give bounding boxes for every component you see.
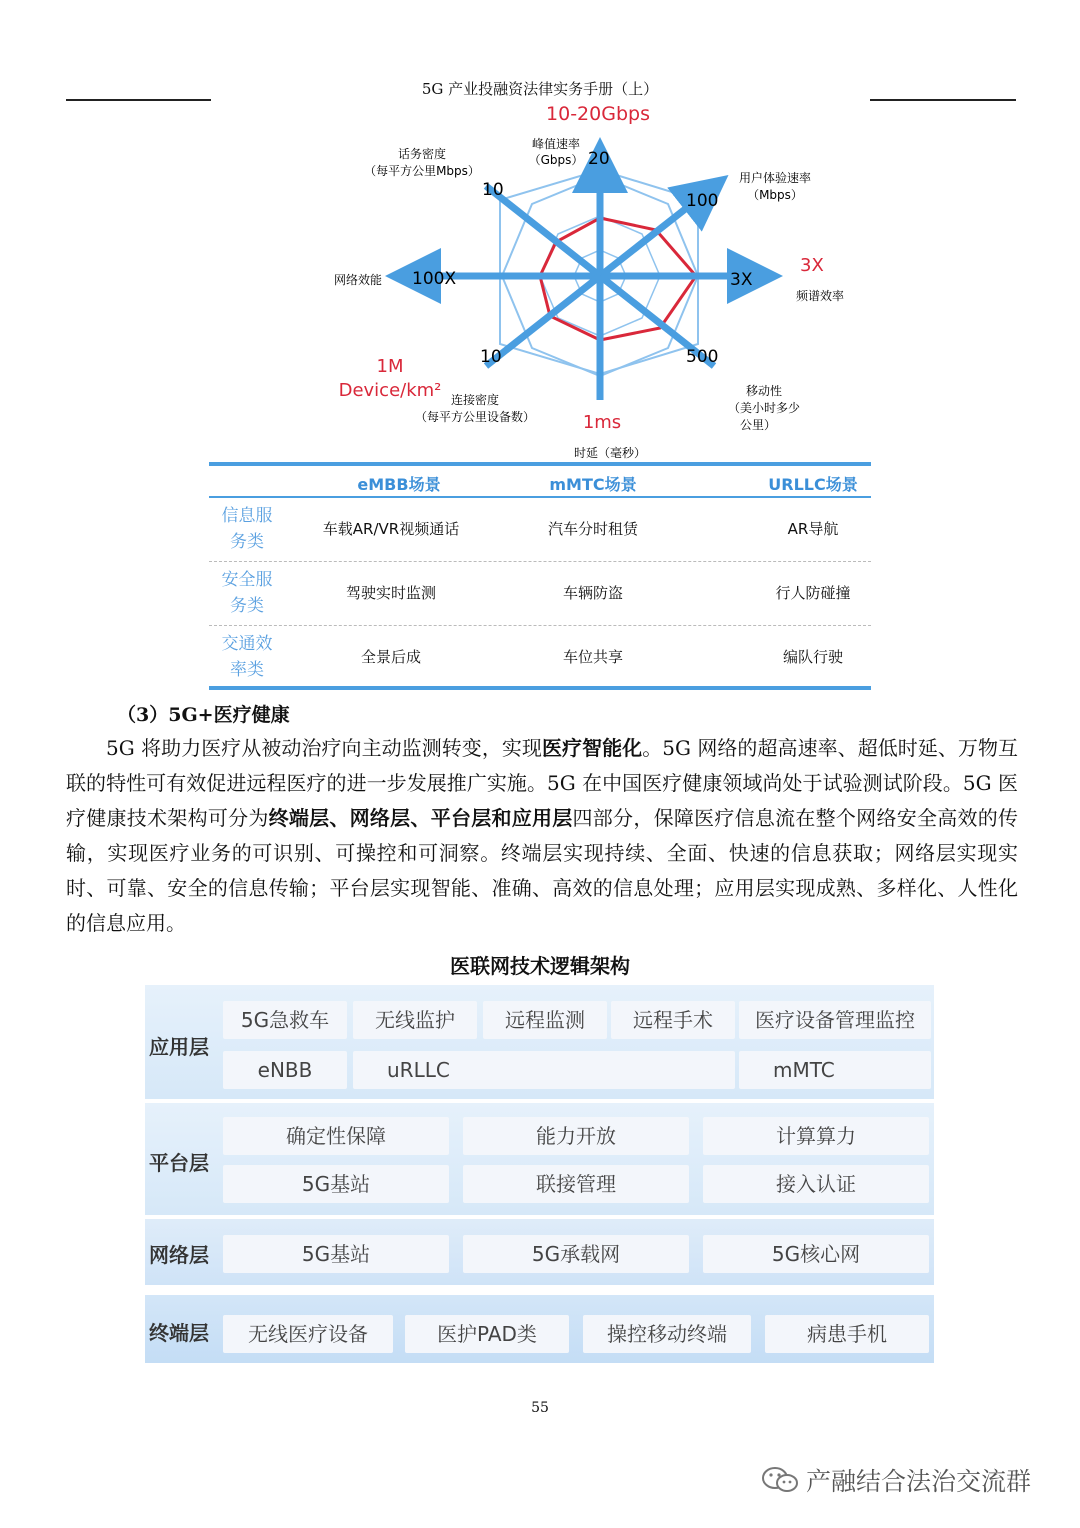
- layer-label: 应用层: [149, 1035, 209, 1059]
- latency-name: 时延（毫秒）: [573, 446, 647, 460]
- user-rate-name: 用户体验速率: [738, 171, 812, 185]
- user-rate-value: 100: [686, 191, 719, 211]
- table-cell: 全景后成: [360, 648, 421, 666]
- table-row: [209, 498, 871, 560]
- peak-rate-unit: （Gbps）: [528, 153, 584, 167]
- diagram-box: 无线监护: [353, 1001, 477, 1039]
- diagram-box: 计算算力: [703, 1117, 929, 1155]
- diagram-box: mMTC: [739, 1051, 931, 1089]
- layer-network: [145, 1219, 934, 1285]
- table-cell: AR导航: [787, 520, 839, 538]
- diagram-box: 5G核心网: [703, 1235, 929, 1273]
- table-cell: 汽车分时租赁: [547, 520, 638, 538]
- mobility-unit: （美小时多少: [727, 401, 801, 415]
- layer-label: 网络层: [149, 1243, 209, 1267]
- traffic-unit: （每平方公里Mbps）: [364, 164, 480, 178]
- diagram-box: 5G急救车: [223, 1001, 347, 1039]
- diagram-box: uRLLC: [353, 1051, 735, 1089]
- diagram-box: 医疗设备管理监控: [739, 1001, 931, 1039]
- architecture-diagram: [145, 985, 934, 1363]
- efficiency-value: 100X: [412, 269, 457, 289]
- peak-rate-value: 20: [588, 149, 610, 169]
- table-cell: 车位共享: [562, 648, 623, 666]
- diagram-box: 确定性保障: [223, 1117, 449, 1155]
- watermark-text: 产融结合法治交流群: [806, 1467, 1032, 1496]
- spectrum-value: 3X: [730, 270, 753, 290]
- connection-highlight2: Device/km²: [338, 380, 442, 401]
- wechat-icon: [760, 1466, 802, 1494]
- diagram-box: 病患手机: [765, 1315, 929, 1353]
- layer-terminal: [145, 1295, 934, 1363]
- table-row: [209, 626, 871, 688]
- radar-top-value: 10-20Gbps: [546, 103, 650, 125]
- diagram-box: 操控移动终端: [583, 1315, 751, 1353]
- spectrum-name: 频谱效率: [795, 289, 845, 303]
- table-top-bar: [209, 462, 871, 466]
- spectrum-highlight: 3X: [800, 255, 824, 276]
- latency-value: 1ms: [582, 412, 622, 433]
- body-paragraph: 5G 将助力医疗从被动治疗向主动监测转变，实现医疗智能化。5G 网络的超高速率、超低时延、万物互联的特性可有效促进远程医疗的进一步发展推广实施。5G 在中国医疗健康领域尚处于试验测试阶段。5G 医疗健康技术架构可分为终端层、网络层、平台层和应用层四部分，保障医疗信息流在整个网络安全高效的传输，实现医疗业务的可识别、可操控和可洞察。终端层实现持续、全面、快速的信息获取；网络层实现实时、可靠、安全的信息传输；平台层实现智能、准确、高效的信息处理；应用层实现成熟、多样化、人性化的信息应用。: [66, 736, 1019, 935]
- page-number: 55: [531, 1400, 549, 1416]
- diagram-box: 医护PAD类: [405, 1315, 569, 1353]
- mobility-value: 500: [686, 347, 719, 367]
- layer-platform: [145, 1103, 934, 1215]
- table-bottom-bar: [209, 686, 871, 690]
- diagram-box: 5G承载网: [463, 1235, 689, 1273]
- mobility-unit2: 公里）: [739, 418, 777, 432]
- section-heading: （3）5G+医疗健康: [117, 704, 290, 726]
- peak-rate-name: 峰值速率: [531, 137, 581, 151]
- connection-value: 10: [480, 347, 502, 367]
- figure-title: 医联网技术逻辑架构: [450, 954, 630, 978]
- user-rate-unit: （Mbps）: [747, 188, 803, 202]
- bold-term: 终端层、网络层、平台层和应用层: [268, 806, 573, 830]
- row-label: 安全服 务类: [221, 570, 273, 616]
- table-cell: 驾驶实时监测: [345, 584, 436, 602]
- connection-unit: （每平方公里设备数）: [414, 410, 536, 424]
- diagram-box: 联接管理: [463, 1165, 689, 1203]
- diagram-box: 无线医疗设备: [223, 1315, 393, 1353]
- col-embb: eMBB场景: [357, 475, 441, 494]
- connection-name: 连接密度: [450, 393, 500, 407]
- diagram-box: 远程监测: [483, 1001, 607, 1039]
- mobility-name: 移动性: [745, 384, 783, 398]
- header-rule-right: [870, 99, 1016, 101]
- table-cell: 行人防碰撞: [775, 584, 851, 602]
- layer-label: 平台层: [149, 1151, 209, 1175]
- col-mmtc: mMTC场景: [549, 475, 637, 494]
- table-cell: 编队行驶: [782, 648, 843, 666]
- table-row: [209, 562, 871, 624]
- header-rule-left: [66, 99, 211, 101]
- connection-highlight: 1M: [376, 356, 404, 377]
- diagram-box: 接入认证: [703, 1165, 929, 1203]
- table-cell: 车辆防盗: [562, 584, 623, 602]
- diagram-box: 5G基站: [223, 1235, 449, 1273]
- diagram-box: 5G基站: [223, 1165, 449, 1203]
- diagram-box: 能力开放: [463, 1117, 689, 1155]
- bold-term: 医疗智能化: [541, 736, 643, 760]
- running-header: 5G 产业投融资法律实务手册（上）: [421, 80, 659, 98]
- layer-app: [145, 985, 934, 1099]
- scenario-table: [209, 462, 871, 690]
- diagram-box: eNBB: [223, 1051, 347, 1089]
- traffic-name: 话务密度: [397, 147, 447, 161]
- layer-label: 终端层: [149, 1321, 209, 1345]
- col-urllc: URLLC场景: [768, 475, 858, 494]
- traffic-value: 10: [482, 180, 504, 200]
- kpi-radar-figure: [300, 104, 880, 464]
- diagram-box: 远程手术: [611, 1001, 735, 1039]
- table-cell: 车载AR/VR视频通话: [322, 520, 460, 538]
- row-label: 交通效 率类: [221, 634, 273, 680]
- row-label: 信息服 务类: [221, 506, 273, 552]
- efficiency-name: 网络效能: [333, 273, 383, 287]
